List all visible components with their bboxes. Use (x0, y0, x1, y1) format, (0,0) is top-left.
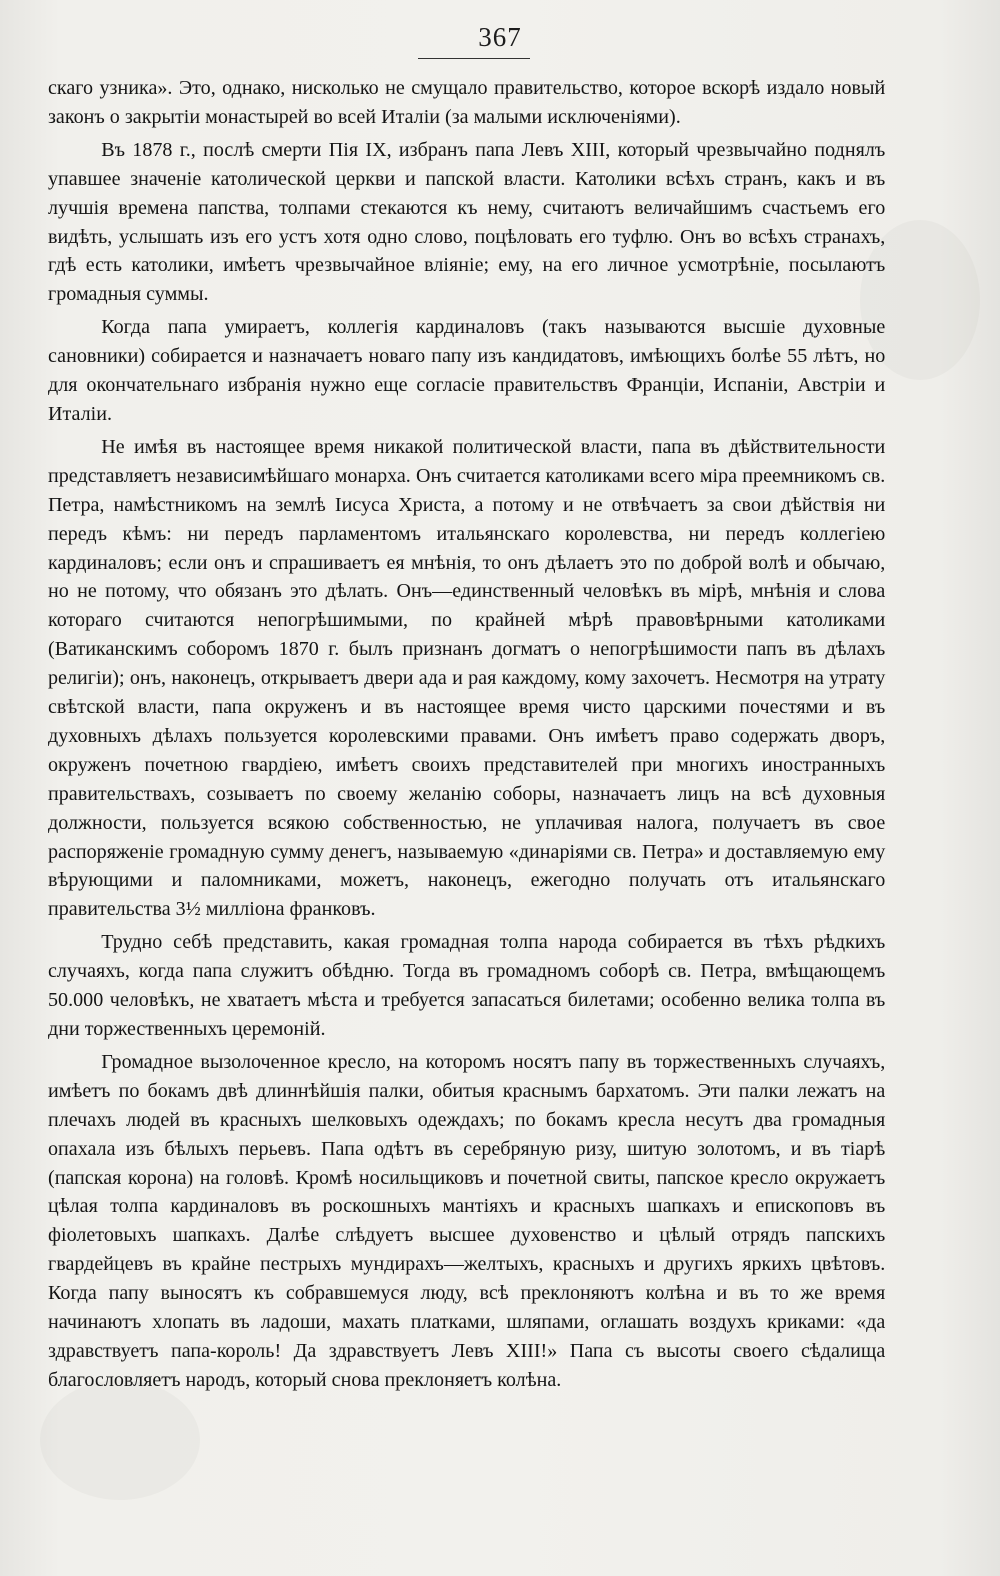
paragraph-6: Громадное вызолоченное кресло, на которомъ носятъ папу въ торжественныхъ случаяхъ, имѣетъ по бокамъ двѣ длиннѣйшія палки, обитыя краснымъ бархатомъ. Эти палки лежатъ на плечахъ людей въ красныхъ шелковыхъ одеждахъ; по бокамъ кресла несутъ два громадныя опахала изъ бѣлыхъ перьевъ. Папа одѣтъ въ серебряную ризу, шитую золотомъ, и въ тіарѣ (папская корона) на головѣ. Кромѣ носильщиковъ и почетной свиты, папское кресло окружаетъ цѣлая толпа кардиналовъ въ роскошныхъ мантіяхъ и красныхъ шапкахъ и епископовъ въ фіолетовыхъ шапкахъ. Далѣе слѣдуетъ высшее духовенство и цѣлый отрядъ папскихъ гвардейцевъ въ крайне пестрыхъ мундирахъ—желтыхъ, красныхъ и другихъ яркихъ цвѣтовъ. Когда папу выносятъ къ собравшемуся люду, всѣ преклоняютъ колѣна и въ то же время начинаютъ хлопать въ ладоши, махать платками, шляпами, оглашать воздухъ криками: «да здравствуетъ папа-король! Да здравствуетъ Левъ XIII!» Папа съ высоты своего сѣдалища благословляетъ народъ, который снова преклоняетъ колѣна. (48, 1050, 886, 1391)
body-text (48, 74, 885, 1395)
paragraph-3: Когда папа умираетъ, коллегія кардиналовъ (такъ называются высшіе духовные сановники) собирается и назначаетъ новаго папу изъ кандидатовъ, имѣющихъ болѣе 55 лѣтъ, но для окончательнаго избранія нужно еще согласіе правительствъ Франціи, Испаніи, Австріи и Италіи. (48, 316, 886, 425)
page-number-rule (418, 58, 530, 59)
paragraph-2: Въ 1878 г., послѣ смерти Пія IX, избранъ папа Левъ XIII, который чрезвычайно поднялъ упавшее значеніе католической церкви и папской власти. Католики всѣхъ странъ, какъ и въ лучшія времена папства, толпами стекаются къ нему, считаютъ величайшимъ счастьемъ его видѣть, услышать изъ его устъ хотя одно слово, поцѣловать его туфлю. Онъ во всѣхъ странахъ, гдѣ есть католики, имѣетъ чрезвычайное вліяніе; ему, на его личное усмотрѣніе, посылаютъ громадныя суммы. (48, 138, 886, 306)
page-number: 367 (478, 22, 522, 52)
paragraph-4: Не имѣя въ настоящее время никакой политической власти, папа въ дѣйствительности представляетъ независимѣйшаго монарха. Онъ считается католиками всего міра преемникомъ св. Петра, намѣстникомъ на землѣ Іисуса Христа, а потому и не отвѣчаетъ за свои дѣйствія ни передъ кѣмъ: ни передъ парламентомъ итальянскаго королевства, ни передъ коллегіею кардиналовъ; если онъ и спрашиваетъ ея мнѣнія, то онъ дѣлаетъ это по доброй волѣ и обычаю, но не потому, что обязанъ это дѣлать. Онъ—единственный человѣкъ въ мірѣ, мнѣнія и слова котораго считаются непогрѣшимыми, по крайней мѣрѣ правовѣрными католиками (Ватиканскимъ соборомъ 1870 г. былъ признанъ догматъ о непогрѣшимости папъ въ дѣлахъ религіи); онъ, наконецъ, открываетъ двери ада и рая каждому, кому захочетъ. Несмотря на утрату свѣтской власти, папа окруженъ и въ настоящее время чисто царскими почестями и въ духовныхъ дѣлахъ пользуется королевскими правами. Онъ имѣетъ право содержать дворъ, окруженъ почетною гвардіею, имѣетъ своихъ представителей при многихъ иностранныхъ правительствахъ, созываетъ по своему желанію соборы, назначаетъ лицъ на всѣ духовныя должности, пользуется всякою собственностью, не уплачивая налога, получаетъ въ свое распоряженіе громадную сумму денегъ, называемую «динаріями св. Петра» и доставляемую ему вѣрующими и паломниками, можетъ, наконецъ, ежегодно получать отъ итальянскаго правительства 3½ милліона франковъ. (48, 435, 886, 921)
paragraph-1: скаго узника». Это, однако, нисколько не смущало правительство, которое вскорѣ издало новый законъ о закрытіи монастырей во всей Италіи (за малыми исключеніями). (48, 77, 886, 128)
paragraph-5: Трудно себѣ представить, какая громадная толпа народа собирается въ тѣхъ рѣдкихъ случаяхъ, когда папа служитъ обѣдню. Тогда въ громадномъ соборѣ св. Петра, вмѣщающемъ 50.000 человѣкъ, не хватаетъ мѣста и требуется запасаться билетами; особенно велика толпа въ дни торжественныхъ церемоній. (48, 931, 886, 1040)
paper-stain (40, 1380, 200, 1500)
